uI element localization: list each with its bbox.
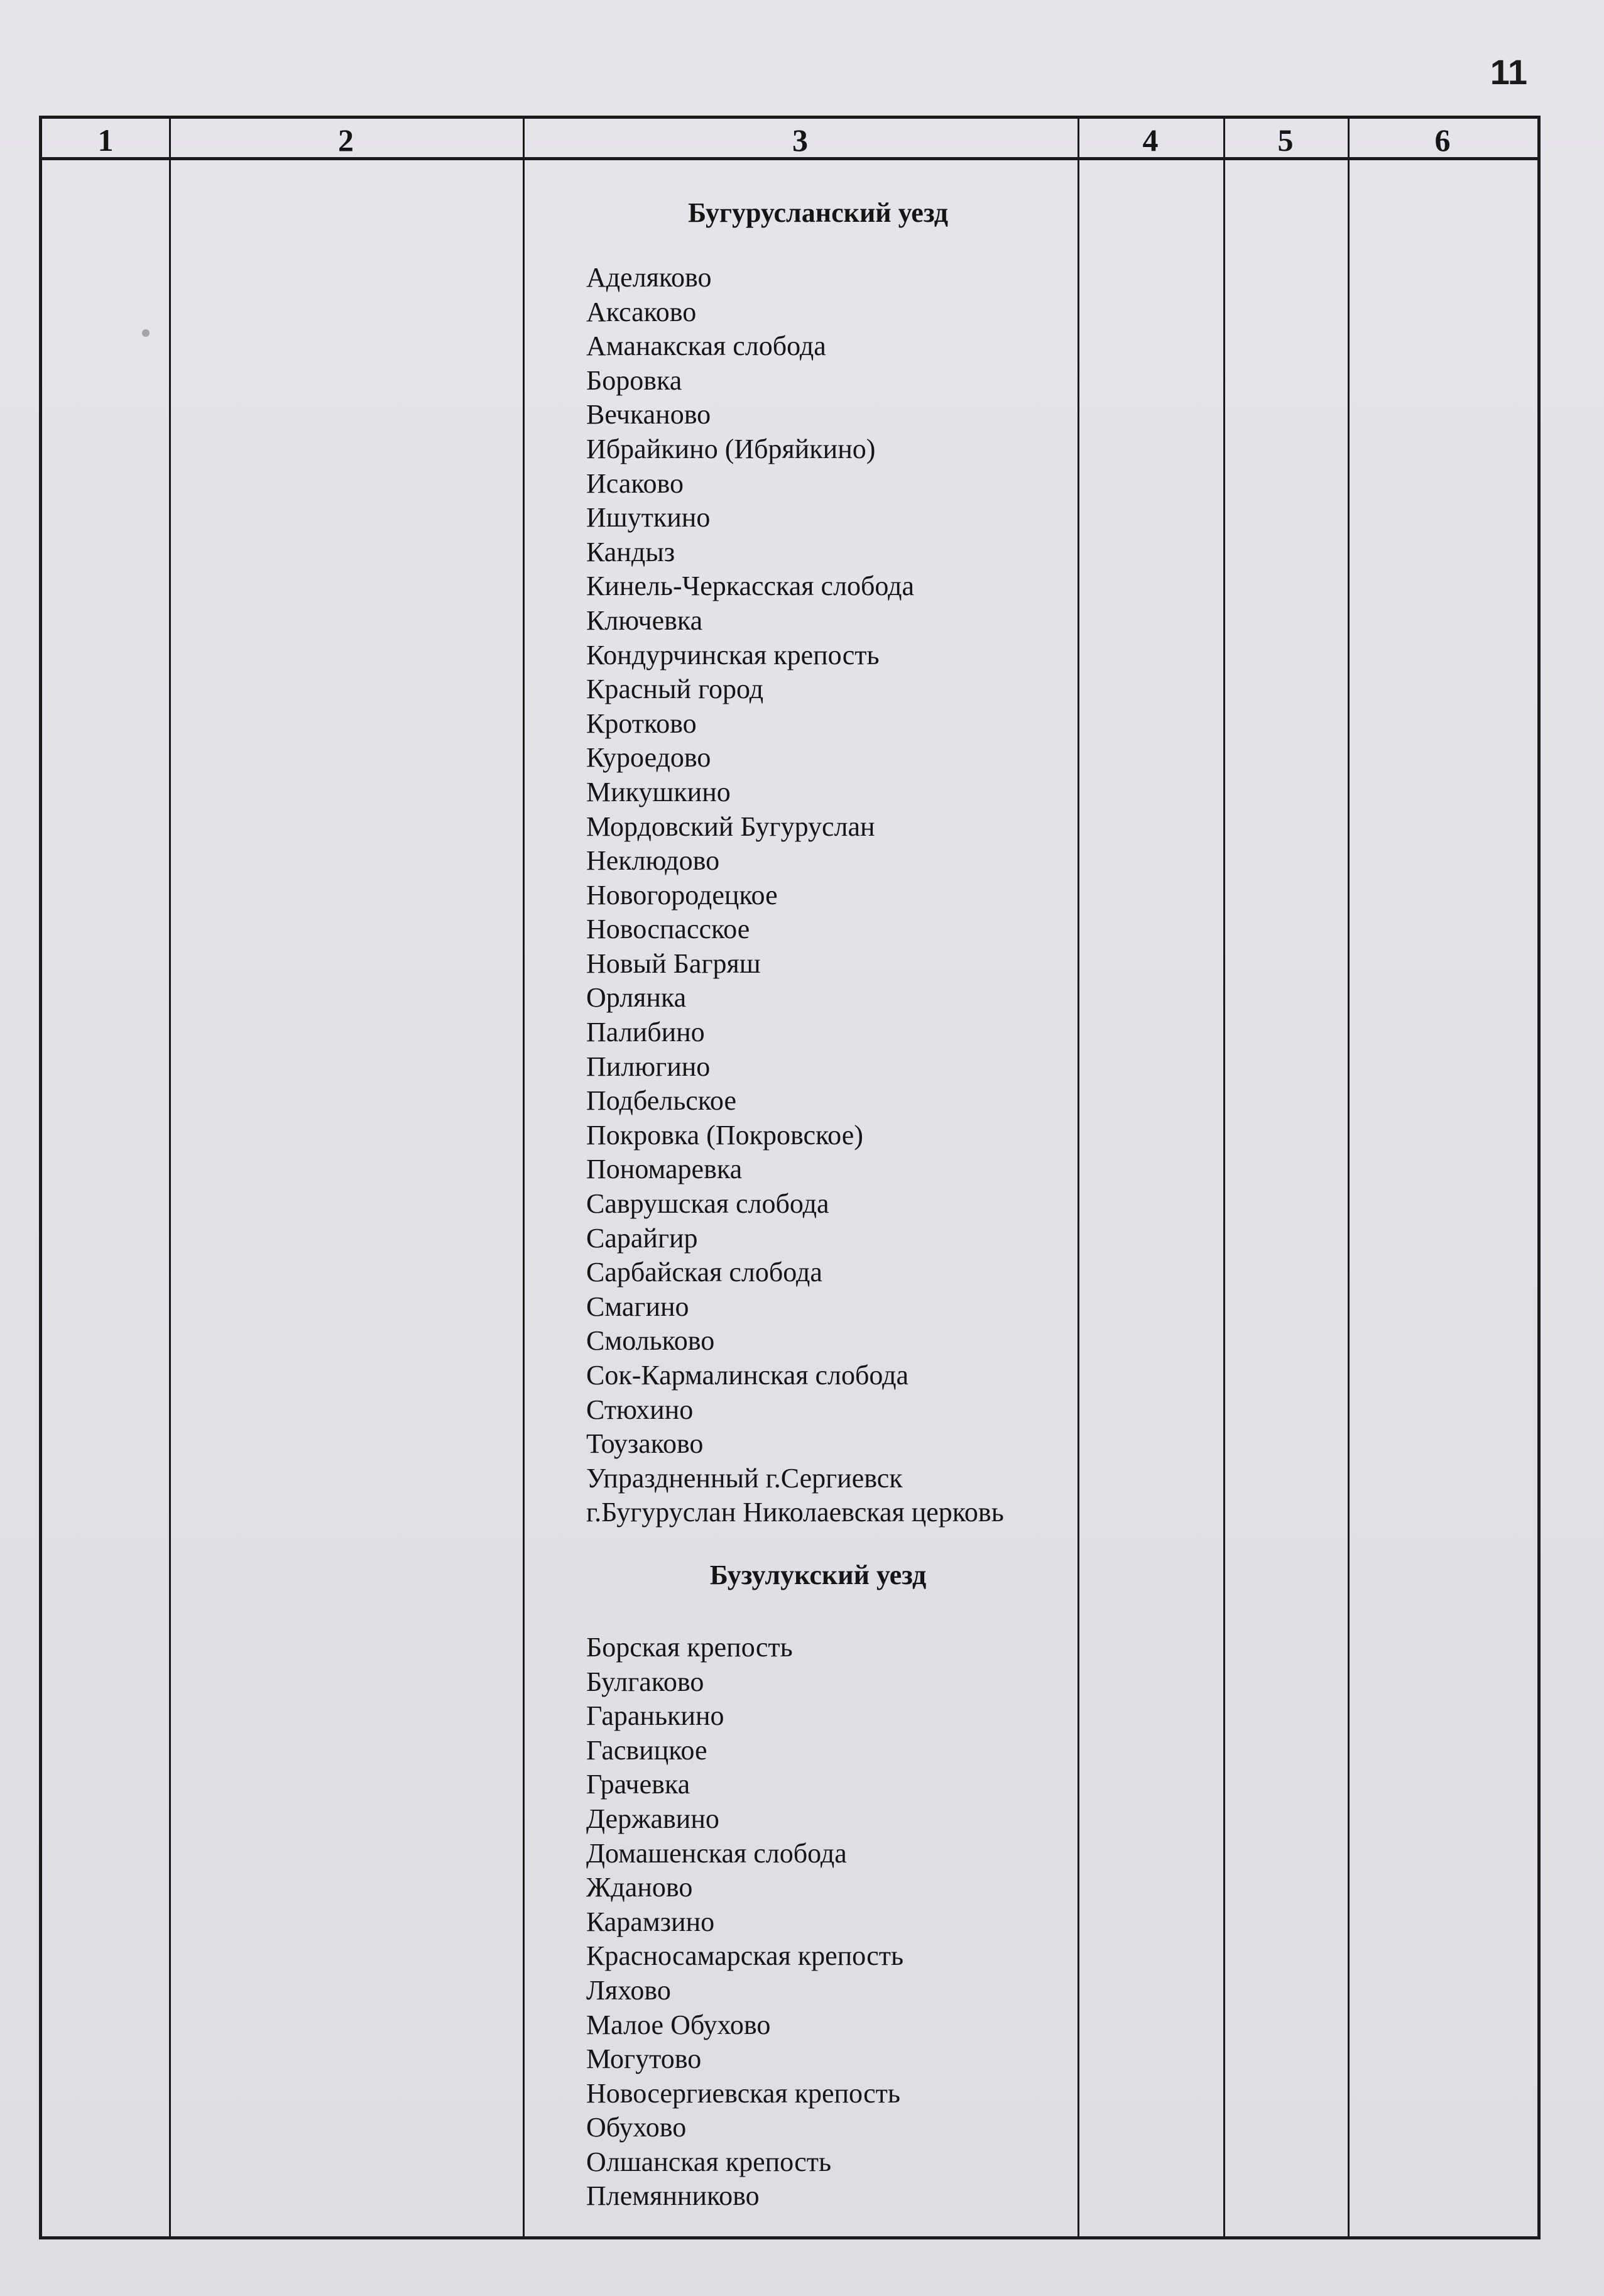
list-item: Вечканово <box>586 399 711 430</box>
column-header-5: 5 <box>1277 123 1294 158</box>
register-table <box>39 116 1541 2239</box>
list-item: Исаково <box>586 467 684 499</box>
list-item: Покровка (Покровское) <box>586 1119 863 1151</box>
list-item: Смагино <box>586 1291 689 1322</box>
column-header-3: 3 <box>792 123 808 158</box>
list-item: Саврушская слобода <box>586 1188 829 1220</box>
column-header-4: 4 <box>1142 123 1159 158</box>
list-item: Стюхино <box>586 1394 694 1425</box>
list-item: Упраздненный г.Сергиевск <box>586 1462 903 1494</box>
column-header-2: 2 <box>338 123 354 158</box>
list-item: Кондурчинская крепость <box>586 639 880 670</box>
entry-list-buzuluk <box>551 1631 1116 2214</box>
list-item: Сок-Кармалинская слобода <box>586 1360 909 1391</box>
list-item: Ишуткино <box>586 502 711 533</box>
section-title-buguruslan: Бугурусланский уезд <box>688 197 948 228</box>
list-item: Малое Обухово <box>586 2009 771 2040</box>
column-divider-5 <box>1348 119 1350 2236</box>
list-item: Новогородецкое <box>586 879 778 910</box>
list-item: Красносамарская крепость <box>586 1940 904 1972</box>
list-item: Мордовский Бугуруслан <box>586 811 875 842</box>
entry-list-buguruslan <box>551 261 1116 1530</box>
list-item: Неклюдово <box>586 845 720 877</box>
list-item: Смольково <box>586 1325 715 1357</box>
list-item: Новый Багряш <box>586 948 761 979</box>
list-item: Борская крепость <box>586 1631 793 1663</box>
list-item: Ляхово <box>586 1974 671 2006</box>
list-item: Племянниково <box>586 2180 760 2212</box>
list-item: Ключевка <box>586 604 703 636</box>
list-item: Орлянка <box>586 982 687 1014</box>
list-item: Новосергиевская крепость <box>586 2077 900 2109</box>
column-header-1: 1 <box>97 123 114 158</box>
list-item: Могутово <box>586 2043 702 2075</box>
list-item: Аманакская слобода <box>586 331 826 362</box>
list-item: Пономаревка <box>586 1154 743 1185</box>
list-item: Сарбайская слобода <box>586 1257 822 1288</box>
list-item: Сарайгир <box>586 1222 698 1254</box>
list-item: Микушкино <box>586 776 731 807</box>
list-item: Аделяково <box>586 262 712 293</box>
list-item: Тоузаково <box>586 1428 704 1460</box>
column-divider-1 <box>169 119 171 2236</box>
list-item: Кандыз <box>586 536 675 567</box>
list-item: Пилюгино <box>586 1051 711 1082</box>
column-3-content <box>551 194 1116 2214</box>
scan-speck <box>142 329 150 337</box>
column-header-6: 6 <box>1434 123 1451 158</box>
list-item: Карамзино <box>586 1906 715 1937</box>
list-item: Гаранькино <box>586 1700 724 1732</box>
list-item: Палибино <box>586 1017 705 1048</box>
list-item: Красный город <box>586 674 764 705</box>
list-item: Обухово <box>586 2112 687 2143</box>
list-item: Олшанская крепость <box>586 2146 832 2177</box>
list-item: Жданово <box>586 1872 693 1903</box>
list-item: Домашенская слобода <box>586 1837 847 1869</box>
list-item: Ибрайкино (Ибряйкино) <box>586 433 876 464</box>
column-divider-2 <box>523 119 525 2236</box>
list-item: г.Бугуруслан Николаевская церковь <box>586 1497 1004 1528</box>
list-item: Подбельское <box>586 1085 736 1117</box>
list-item: Аксаково <box>586 296 697 327</box>
list-item: Куроедово <box>586 742 711 774</box>
list-item: Кротково <box>586 708 697 739</box>
list-item: Грачевка <box>586 1769 690 1800</box>
section-title-buzuluk: Бузулукский уезд <box>709 1559 927 1590</box>
list-item: Державино <box>586 1803 719 1834</box>
column-divider-4 <box>1223 119 1225 2236</box>
list-item: Гасвицкое <box>586 1734 707 1766</box>
page-number: 11 <box>1490 52 1527 92</box>
list-item: Боровка <box>586 364 682 396</box>
list-item: Булгаково <box>586 1666 704 1697</box>
list-item: Новоспасское <box>586 914 750 945</box>
table-header-row <box>42 119 1537 160</box>
list-item: Кинель-Черкасская слобода <box>586 571 915 602</box>
